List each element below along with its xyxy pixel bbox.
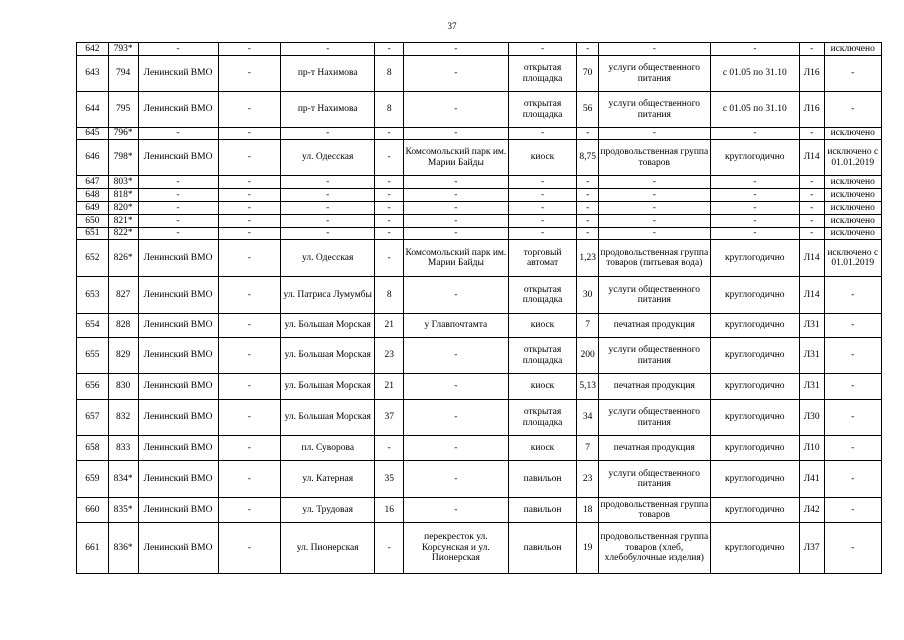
cell-place-number: 827 [108, 277, 138, 314]
cell-object-type: - [508, 202, 577, 215]
cell-specialization: - [598, 43, 710, 56]
cell-place-number: 821* [108, 215, 138, 228]
cell-district: Ленинский ВМО [138, 374, 218, 400]
cell-note: исключено с 01.01.2019 [824, 140, 882, 176]
cell-district: - [138, 176, 218, 189]
cell-row-number: 653 [77, 277, 109, 314]
cell-note: - [824, 436, 882, 461]
cell-municipality: - [218, 56, 281, 92]
cell-place-number: 794 [108, 56, 138, 92]
cell-street: ул. Большая Морская [281, 374, 375, 400]
cell-note: - [824, 56, 882, 92]
cell-map-sheet: Л16 [799, 56, 824, 92]
cell-municipality: - [218, 314, 281, 338]
cell-place-number: 795 [108, 92, 138, 128]
table-row [77, 338, 882, 374]
cell-district: Ленинский ВМО [138, 92, 218, 128]
cell-place-number: 796* [108, 128, 138, 140]
cell-row-number: 661 [77, 523, 109, 574]
cell-map-sheet: Л30 [799, 400, 824, 436]
cell-specialization: печатная продукция [598, 314, 710, 338]
cell-area: - [577, 189, 599, 202]
table-row [77, 128, 882, 140]
cell-street: ул. Большая Морская [281, 314, 375, 338]
cell-object-type: - [508, 43, 577, 56]
cell-specialization: услуги общественного питания [598, 461, 710, 498]
cell-period: круглогодично [710, 498, 799, 523]
cell-specialization: продовольственная группа товаров (хлеб, хлебобулочные изделия) [598, 523, 710, 574]
table-row [77, 314, 882, 338]
table-row [77, 215, 882, 228]
table-row [77, 277, 882, 314]
cell-map-sheet: - [799, 202, 824, 215]
table-row [77, 461, 882, 498]
cell-place-number: 803* [108, 176, 138, 189]
cell-district: Ленинский ВМО [138, 56, 218, 92]
cell-house-number: - [375, 140, 404, 176]
cell-row-number: 644 [77, 92, 109, 128]
cell-period: круглогодично [710, 338, 799, 374]
cell-street: пр-т Нахимова [281, 56, 375, 92]
cell-street: - [281, 189, 375, 202]
cell-house-number: 21 [375, 374, 404, 400]
cell-period: круглогодично [710, 523, 799, 574]
cell-district: - [138, 215, 218, 228]
cell-municipality: - [218, 461, 281, 498]
cell-note: - [824, 314, 882, 338]
cell-house-number: 8 [375, 92, 404, 128]
cell-period: с 01.05 по 31.10 [710, 56, 799, 92]
cell-landmark: - [404, 498, 509, 523]
page-number: 37 [447, 21, 457, 31]
cell-object-type: открытая площадка [508, 277, 577, 314]
table-row [77, 436, 882, 461]
cell-landmark: у Главпочтамта [404, 314, 509, 338]
cell-specialization: услуги общественного питания [598, 92, 710, 128]
cell-district: - [138, 43, 218, 56]
table-row [77, 56, 882, 92]
cell-street: ул. Трудовая [281, 498, 375, 523]
cell-municipality: - [218, 128, 281, 140]
cell-row-number: 650 [77, 215, 109, 228]
cell-object-type: открытая площадка [508, 92, 577, 128]
cell-municipality: - [218, 498, 281, 523]
cell-object-type: - [508, 215, 577, 228]
cell-area: 30 [577, 277, 599, 314]
cell-municipality: - [218, 374, 281, 400]
cell-period: круглогодично [710, 240, 799, 277]
cell-note: - [824, 400, 882, 436]
cell-place-number: 830 [108, 374, 138, 400]
cell-landmark: - [404, 128, 509, 140]
cell-specialization: продовольственная группа товаров [598, 140, 710, 176]
cell-house-number: - [375, 240, 404, 277]
cell-landmark: - [404, 92, 509, 128]
cell-landmark: - [404, 176, 509, 189]
cell-object-type: киоск [508, 436, 577, 461]
registry-rows [77, 43, 882, 574]
cell-house-number: - [375, 215, 404, 228]
cell-municipality: - [218, 140, 281, 176]
cell-place-number: 834* [108, 461, 138, 498]
cell-district: Ленинский ВМО [138, 240, 218, 277]
cell-municipality: - [218, 523, 281, 574]
cell-note: исключено с 01.01.2019 [824, 240, 882, 277]
cell-district: Ленинский ВМО [138, 461, 218, 498]
cell-specialization: - [598, 189, 710, 202]
cell-place-number: 828 [108, 314, 138, 338]
cell-row-number: 654 [77, 314, 109, 338]
cell-house-number: - [375, 128, 404, 140]
cell-house-number: - [375, 436, 404, 461]
cell-municipality: - [218, 436, 281, 461]
cell-row-number: 646 [77, 140, 109, 176]
table-row [77, 498, 882, 523]
cell-area: - [577, 228, 599, 240]
cell-area: 18 [577, 498, 599, 523]
cell-municipality: - [218, 277, 281, 314]
cell-municipality: - [218, 202, 281, 215]
cell-specialization: услуги общественного питания [598, 338, 710, 374]
cell-house-number: 16 [375, 498, 404, 523]
cell-note: - [824, 92, 882, 128]
cell-map-sheet: Л41 [799, 461, 824, 498]
cell-area: 7 [577, 436, 599, 461]
cell-district: Ленинский ВМО [138, 314, 218, 338]
table-row [77, 43, 882, 56]
cell-landmark: - [404, 215, 509, 228]
cell-row-number: 657 [77, 400, 109, 436]
cell-row-number: 652 [77, 240, 109, 277]
table-row [77, 202, 882, 215]
cell-district: Ленинский ВМО [138, 338, 218, 374]
cell-specialization: - [598, 215, 710, 228]
cell-row-number: 649 [77, 202, 109, 215]
cell-specialization: продовольственная группа товаров (питьевая вода) [598, 240, 710, 277]
cell-note: исключено [824, 176, 882, 189]
cell-period: - [710, 202, 799, 215]
cell-area: 70 [577, 56, 599, 92]
cell-map-sheet: Л14 [799, 277, 824, 314]
cell-note: исключено [824, 43, 882, 56]
cell-area: - [577, 176, 599, 189]
cell-place-number: 835* [108, 498, 138, 523]
cell-map-sheet: Л16 [799, 92, 824, 128]
cell-house-number: 23 [375, 338, 404, 374]
cell-object-type: киоск [508, 314, 577, 338]
cell-area: 8,75 [577, 140, 599, 176]
cell-object-type: киоск [508, 374, 577, 400]
cell-landmark: - [404, 461, 509, 498]
cell-map-sheet: - [799, 228, 824, 240]
cell-specialization: - [598, 128, 710, 140]
cell-municipality: - [218, 189, 281, 202]
table-row [77, 140, 882, 176]
cell-row-number: 642 [77, 43, 109, 56]
table-row [77, 240, 882, 277]
cell-period: круглогодично [710, 461, 799, 498]
cell-specialization: продовольственная группа товаров [598, 498, 710, 523]
cell-place-number: 820* [108, 202, 138, 215]
cell-house-number: 8 [375, 277, 404, 314]
cell-landmark: - [404, 56, 509, 92]
cell-row-number: 655 [77, 338, 109, 374]
cell-period: круглогодично [710, 436, 799, 461]
cell-landmark: Комсомольский парк им. Марии Байды [404, 140, 509, 176]
table-row [77, 92, 882, 128]
cell-specialization: услуги общественного питания [598, 56, 710, 92]
cell-object-type: павильон [508, 498, 577, 523]
cell-area: - [577, 202, 599, 215]
cell-specialization: - [598, 202, 710, 215]
cell-municipality: - [218, 43, 281, 56]
cell-landmark: - [404, 436, 509, 461]
cell-landmark: перекресток ул. Корсунская и ул. Пионерская [404, 523, 509, 574]
cell-specialization: услуги общественного питания [598, 277, 710, 314]
cell-street: ул. Пионерская [281, 523, 375, 574]
cell-landmark: - [404, 202, 509, 215]
cell-area: 56 [577, 92, 599, 128]
cell-map-sheet: Л14 [799, 240, 824, 277]
cell-row-number: 651 [77, 228, 109, 240]
table-row [77, 189, 882, 202]
cell-street: - [281, 228, 375, 240]
cell-map-sheet: Л37 [799, 523, 824, 574]
cell-map-sheet: Л14 [799, 140, 824, 176]
cell-municipality: - [218, 240, 281, 277]
cell-area: - [577, 215, 599, 228]
cell-street: - [281, 202, 375, 215]
cell-object-type: - [508, 128, 577, 140]
cell-object-type: открытая площадка [508, 338, 577, 374]
cell-district: Ленинский ВМО [138, 498, 218, 523]
cell-area: 200 [577, 338, 599, 374]
cell-row-number: 660 [77, 498, 109, 523]
cell-period: - [710, 128, 799, 140]
cell-map-sheet: Л31 [799, 374, 824, 400]
cell-landmark: - [404, 277, 509, 314]
cell-place-number: 818* [108, 189, 138, 202]
cell-period: - [710, 43, 799, 56]
cell-object-type: - [508, 189, 577, 202]
cell-map-sheet: Л10 [799, 436, 824, 461]
cell-area: 34 [577, 400, 599, 436]
cell-object-type: торговый автомат [508, 240, 577, 277]
cell-landmark: Комсомольский парк им. Марии Байды [404, 240, 509, 277]
cell-note: - [824, 374, 882, 400]
table-row [77, 228, 882, 240]
cell-note: - [824, 461, 882, 498]
cell-municipality: - [218, 176, 281, 189]
cell-object-type: открытая площадка [508, 400, 577, 436]
cell-district: Ленинский ВМО [138, 140, 218, 176]
cell-street: ул. Одесская [281, 240, 375, 277]
cell-area: - [577, 43, 599, 56]
cell-street: ул. Большая Морская [281, 338, 375, 374]
cell-house-number: 21 [375, 314, 404, 338]
cell-street: ул. Одесская [281, 140, 375, 176]
cell-street: ул. Большая Морская [281, 400, 375, 436]
cell-house-number: 8 [375, 56, 404, 92]
cell-map-sheet: - [799, 43, 824, 56]
cell-map-sheet: Л31 [799, 314, 824, 338]
cell-house-number: - [375, 202, 404, 215]
cell-municipality: - [218, 400, 281, 436]
cell-landmark: - [404, 400, 509, 436]
cell-specialization: печатная продукция [598, 436, 710, 461]
cell-landmark: - [404, 374, 509, 400]
cell-period: с 01.05 по 31.10 [710, 92, 799, 128]
cell-district: Ленинский ВМО [138, 523, 218, 574]
cell-specialization: печатная продукция [598, 374, 710, 400]
cell-landmark: - [404, 338, 509, 374]
cell-landmark: - [404, 43, 509, 56]
cell-object-type: павильон [508, 523, 577, 574]
cell-street: - [281, 128, 375, 140]
table-row [77, 400, 882, 436]
cell-place-number: 836* [108, 523, 138, 574]
cell-house-number: 35 [375, 461, 404, 498]
cell-period: круглогодично [710, 400, 799, 436]
cell-note: исключено [824, 202, 882, 215]
cell-row-number: 658 [77, 436, 109, 461]
cell-place-number: 832 [108, 400, 138, 436]
cell-note: - [824, 498, 882, 523]
cell-house-number: - [375, 189, 404, 202]
cell-map-sheet: - [799, 215, 824, 228]
cell-object-type: - [508, 228, 577, 240]
cell-note: - [824, 523, 882, 574]
cell-note: исключено [824, 128, 882, 140]
cell-object-type: - [508, 176, 577, 189]
cell-period: круглогодично [710, 374, 799, 400]
cell-district: - [138, 189, 218, 202]
cell-specialization: - [598, 176, 710, 189]
cell-landmark: - [404, 189, 509, 202]
cell-map-sheet: Л31 [799, 338, 824, 374]
registry-table [76, 42, 882, 574]
cell-district: - [138, 128, 218, 140]
cell-street: - [281, 43, 375, 56]
cell-area: 7 [577, 314, 599, 338]
cell-place-number: 833 [108, 436, 138, 461]
cell-landmark: - [404, 228, 509, 240]
cell-district: Ленинский ВМО [138, 400, 218, 436]
cell-house-number: - [375, 228, 404, 240]
cell-specialization: - [598, 228, 710, 240]
cell-row-number: 645 [77, 128, 109, 140]
cell-map-sheet: Л42 [799, 498, 824, 523]
cell-row-number: 659 [77, 461, 109, 498]
cell-house-number: - [375, 43, 404, 56]
cell-note: исключено [824, 228, 882, 240]
cell-period: - [710, 176, 799, 189]
cell-period: круглогодично [710, 277, 799, 314]
cell-municipality: - [218, 215, 281, 228]
cell-map-sheet: - [799, 176, 824, 189]
cell-map-sheet: - [799, 128, 824, 140]
cell-district: Ленинский ВМО [138, 436, 218, 461]
cell-note: исключено [824, 215, 882, 228]
cell-specialization: услуги общественного питания [598, 400, 710, 436]
cell-place-number: 822* [108, 228, 138, 240]
cell-row-number: 643 [77, 56, 109, 92]
cell-area: 5,13 [577, 374, 599, 400]
cell-object-type: открытая площадка [508, 56, 577, 92]
cell-street: пл. Суворова [281, 436, 375, 461]
cell-row-number: 647 [77, 176, 109, 189]
cell-street: пр-т Нахимова [281, 92, 375, 128]
cell-object-type: павильон [508, 461, 577, 498]
cell-object-type: киоск [508, 140, 577, 176]
cell-area: 19 [577, 523, 599, 574]
cell-municipality: - [218, 338, 281, 374]
cell-place-number: 793* [108, 43, 138, 56]
cell-period: круглогодично [710, 140, 799, 176]
cell-house-number: - [375, 176, 404, 189]
cell-area: - [577, 128, 599, 140]
cell-district: - [138, 228, 218, 240]
cell-house-number: 37 [375, 400, 404, 436]
cell-street: - [281, 176, 375, 189]
cell-period: - [710, 189, 799, 202]
cell-area: 23 [577, 461, 599, 498]
cell-district: Ленинский ВМО [138, 277, 218, 314]
cell-house-number: - [375, 523, 404, 574]
cell-street: - [281, 215, 375, 228]
cell-municipality: - [218, 92, 281, 128]
cell-place-number: 826* [108, 240, 138, 277]
cell-street: ул. Патриса Лумумбы [281, 277, 375, 314]
cell-area: 1,23 [577, 240, 599, 277]
table-row [77, 523, 882, 574]
cell-place-number: 798* [108, 140, 138, 176]
cell-place-number: 829 [108, 338, 138, 374]
cell-period: - [710, 215, 799, 228]
cell-map-sheet: - [799, 189, 824, 202]
cell-note: исключено [824, 189, 882, 202]
cell-municipality: - [218, 228, 281, 240]
cell-note: - [824, 338, 882, 374]
cell-district: - [138, 202, 218, 215]
table-row [77, 374, 882, 400]
table-row [77, 176, 882, 189]
cell-street: ул. Катерная [281, 461, 375, 498]
cell-row-number: 656 [77, 374, 109, 400]
cell-period: круглогодично [710, 314, 799, 338]
cell-period: - [710, 228, 799, 240]
cell-row-number: 648 [77, 189, 109, 202]
cell-note: - [824, 277, 882, 314]
